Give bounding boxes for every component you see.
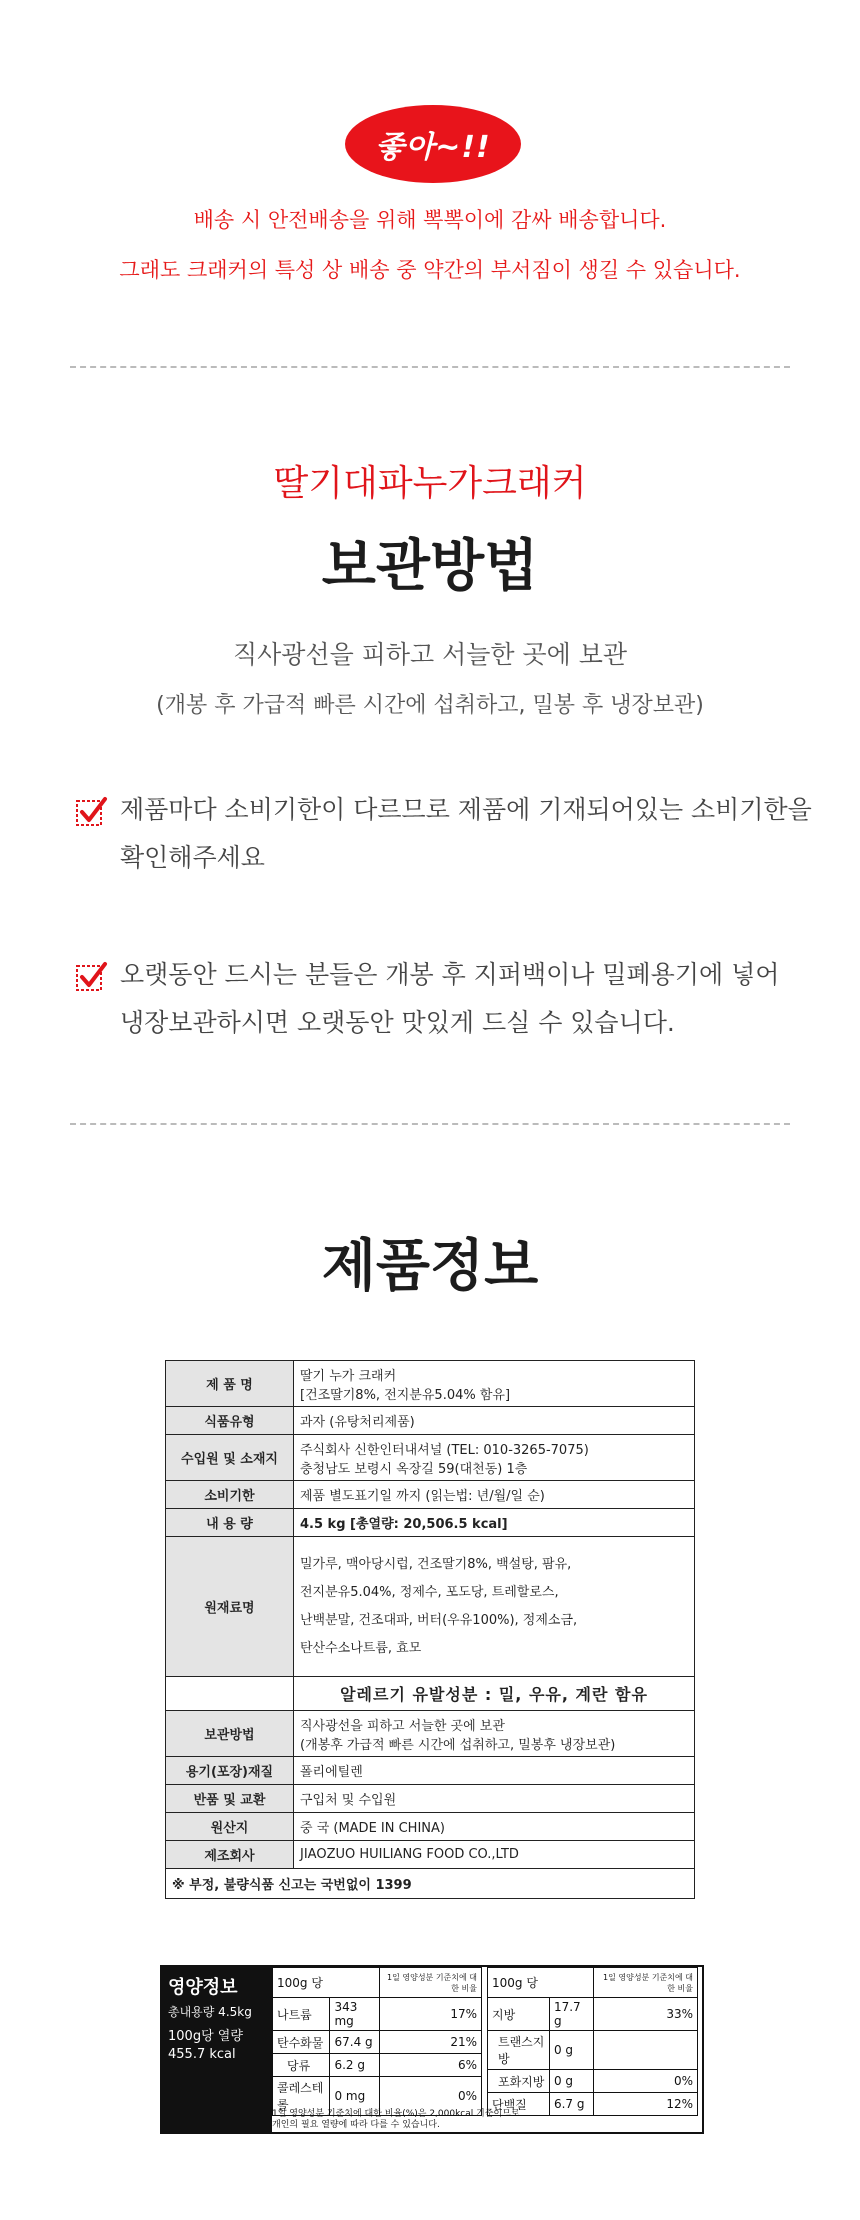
row-label: 제조회사 <box>166 1841 294 1869</box>
nutrient-name: 당류 <box>273 2054 330 2077</box>
footnote-line: 1일 영양성분 기준치에 대한 비율(%)은 2,000kcal 기준이므로 <box>272 2109 520 2119</box>
nutrient-pct: 0% <box>594 2070 698 2093</box>
row-value: 과자 (유탕처리제품) <box>294 1407 695 1435</box>
value-line: 딸기 누가 크래커 <box>300 1368 397 1384</box>
report-notice: ※ 부정, 불량식품 신고는 국번없이 1399 <box>166 1869 695 1899</box>
row-value <box>294 1361 695 1407</box>
nutrient-name: 지방 <box>488 1998 550 2031</box>
speech-bubble-badge: 좋아~!! <box>345 105 521 183</box>
checkbox-checked-icon <box>74 960 108 998</box>
row-label-empty <box>166 1677 294 1711</box>
row-value: 4.5 kg [총열량: 20,506.5 kcal] <box>294 1509 695 1537</box>
allergy-info: 알레르기 유발성분 : 밀, 우유, 계란 함유 <box>294 1677 695 1711</box>
storage-desc-1: 직사광선을 피하고 서늘한 곳에 보관 <box>232 640 628 669</box>
row-label: 원재료명 <box>166 1537 294 1677</box>
row-label: 식품유형 <box>166 1407 294 1435</box>
footnote-line: 개인의 필요 열량에 따라 다를 수 있습니다. <box>272 2120 440 2130</box>
row-label: 내 용 량 <box>166 1509 294 1537</box>
nutrient-pct: 0% <box>380 2077 482 2116</box>
row-label: 용기(포장)재질 <box>166 1757 294 1785</box>
col-head: 100g 당 <box>488 1968 594 1998</box>
nutrient-amount: 0 g <box>549 2031 593 2070</box>
ingredient-line: 난백분말, 건조대파, 버터(우유100%), 정제소금, <box>300 1612 578 1628</box>
nutrition-table-right <box>487 1967 698 2116</box>
row-value: 제품 별도표기일 까지 (읽는법: 년/월/일 순) <box>294 1481 695 1509</box>
row-value <box>294 1435 695 1481</box>
nutrient-amount: 0 g <box>549 2070 593 2093</box>
row-label: 보관방법 <box>166 1711 294 1757</box>
bullet-text-1b: 확인해주세요 <box>120 843 265 872</box>
nutrient-amount: 343 mg <box>330 1998 380 2031</box>
nutrition-table-left <box>272 1967 482 2116</box>
nutrition-facts <box>160 1965 704 2134</box>
nutrient-name: 트랜스지방 <box>488 2031 550 2070</box>
nutrient-amount: 0 mg <box>330 2077 380 2116</box>
nutrition-footnote <box>272 2109 520 2131</box>
nutrient-amount: 17.7 g <box>549 1998 593 2031</box>
row-value: 폴리에틸렌 <box>294 1757 695 1785</box>
nutrition-per: 100g당 열량 <box>168 2029 243 2044</box>
nutrient-name: 단백질 <box>488 2093 550 2116</box>
product-info-title: 제품정보 <box>321 1234 539 1299</box>
value-line: 직사광선을 피하고 서늘한 곳에 보관 <box>300 1718 505 1734</box>
row-label: 제 품 명 <box>166 1361 294 1407</box>
storage-desc-2: (개봉 후 가급적 빠른 시간에 섭취하고, 밀봉 후 냉장보관) <box>156 693 704 718</box>
product-name-heading: 딸기대파누가크래커 <box>273 463 587 504</box>
nutrition-total: 총내용량 4.5kg <box>168 2005 252 2019</box>
nutrition-summary <box>162 1967 272 2132</box>
divider <box>70 1123 790 1125</box>
ingredient-line: 밀가루, 맥아당시럽, 건조딸기8%, 백설탕, 팜유, <box>300 1556 572 1572</box>
ingredient-line: 전지분유5.04%, 정제수, 포도당, 트레할로스, <box>300 1584 559 1600</box>
nutrient-amount: 6.2 g <box>330 2054 380 2077</box>
nutrient-pct: 17% <box>380 1998 482 2031</box>
value-line: [건조딸기8%, 전지분유5.04% 함유] <box>300 1387 511 1403</box>
divider <box>70 366 790 368</box>
nutrition-kcal: 455.7 kcal <box>168 2047 236 2062</box>
nutrient-pct: 12% <box>594 2093 698 2116</box>
product-info-table <box>165 1360 695 1899</box>
row-value: 구입처 및 수입원 <box>294 1785 695 1813</box>
row-value: 중 국 (MADE IN CHINA) <box>294 1813 695 1841</box>
nutrient-amount: 6.7 g <box>549 2093 593 2116</box>
nutrient-pct <box>594 2031 698 2070</box>
value-line: 충청남도 보령시 옥장길 59(대천동) 1층 <box>300 1461 528 1477</box>
shipping-notice-line2: 그래도 크래커의 특성 상 배송 중 약간의 부서짐이 생길 수 있습니다. <box>119 258 741 282</box>
row-label: 반품 및 교환 <box>166 1785 294 1813</box>
nutrient-pct: 33% <box>594 1998 698 2031</box>
nutrition-heading: 영양정보 <box>168 1977 238 1998</box>
col-head-pct: 1일 영양성분 기준치에 대한 비율 <box>594 1968 698 1998</box>
nutrient-amount: 67.4 g <box>330 2031 380 2054</box>
col-head: 100g 당 <box>273 1968 380 1998</box>
value-line: 주식회사 신한인터내셔널 (TEL: 010-3265-7075) <box>300 1442 589 1458</box>
product-label-sheet <box>155 1355 703 2155</box>
nutrient-name: 나트륨 <box>273 1998 330 2031</box>
row-value <box>294 1711 695 1757</box>
value-line: (개봉후 가급적 빠른 시간에 섭취하고, 밀봉후 냉장보관) <box>300 1737 616 1753</box>
row-label: 소비기한 <box>166 1481 294 1509</box>
shipping-notice-line1: 배송 시 안전배송을 위해 뽁뽁이에 감싸 배송합니다. <box>193 208 667 232</box>
nutrient-name: 콜레스테롤 <box>273 2077 330 2116</box>
ingredient-line: 탄산수소나트륨, 효모 <box>300 1640 422 1656</box>
storage-title: 보관방법 <box>321 534 539 599</box>
bullet-text-2a: 오랫동안 드시는 분들은 개봉 후 지퍼백이나 밀폐용기에 넣어 <box>120 960 780 989</box>
checkbox-checked-icon <box>74 795 108 833</box>
bullet-text-2b: 냉장보관하시면 오랫동안 맛있게 드실 수 있습니다. <box>120 1008 675 1037</box>
nutrient-pct: 6% <box>380 2054 482 2077</box>
row-value: JIAOZUO HUILIANG FOOD CO.,LTD <box>294 1841 695 1869</box>
row-label: 원산지 <box>166 1813 294 1841</box>
col-head-pct: 1일 영양성분 기준치에 대한 비율 <box>380 1968 482 1998</box>
bullet-text-1a: 제품마다 소비기한이 다르므로 제품에 기재되어있는 소비기한을 <box>120 795 812 824</box>
ingredients-value <box>294 1537 695 1677</box>
row-label: 수입원 및 소재지 <box>166 1435 294 1481</box>
nutrient-name: 포화지방 <box>488 2070 550 2093</box>
nutrient-pct: 21% <box>380 2031 482 2054</box>
nutrient-name: 탄수화물 <box>273 2031 330 2054</box>
